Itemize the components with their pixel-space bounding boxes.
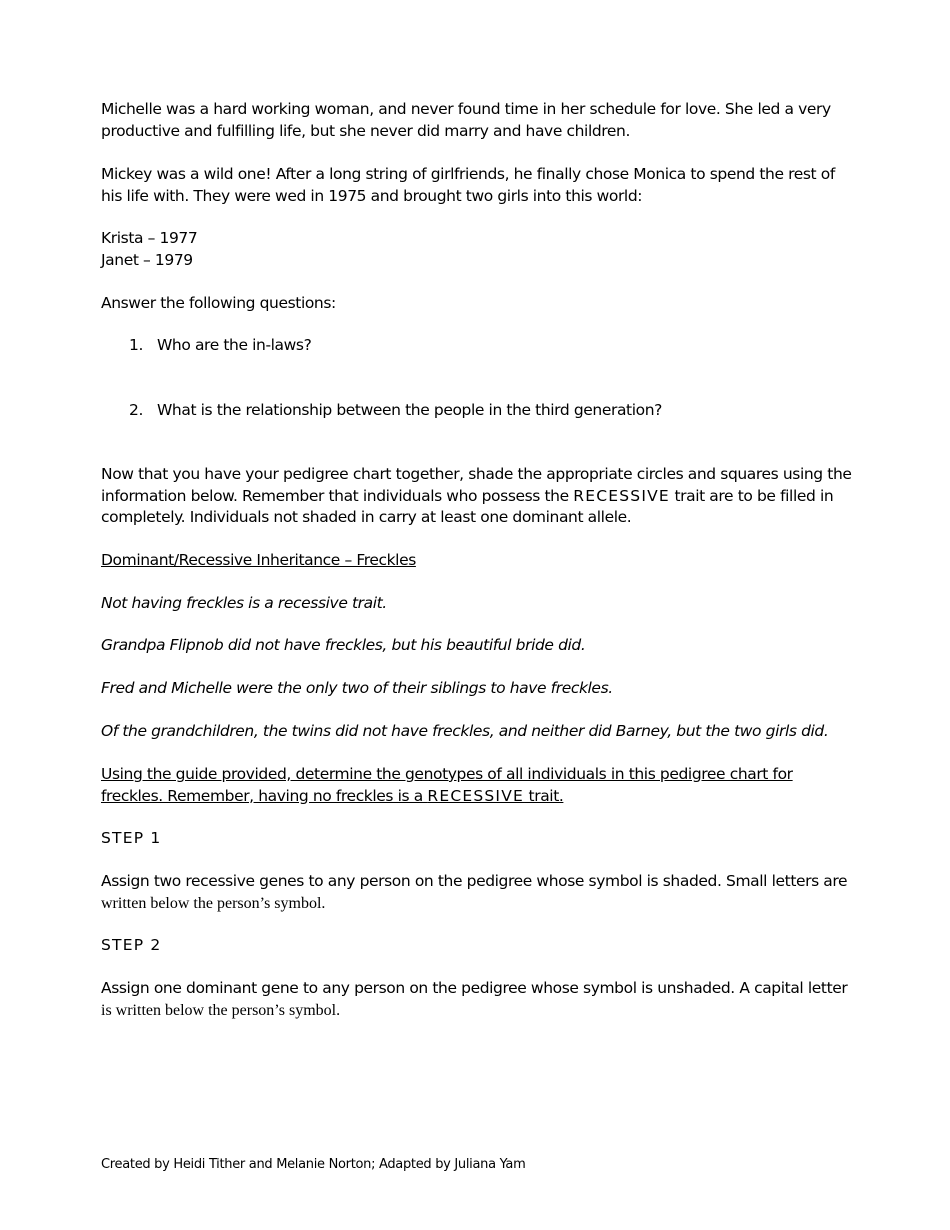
recessive-keyword: RECESSIVE <box>573 486 670 505</box>
step-2-text-continued: is written below the person’s symbol. <box>101 1002 341 1019</box>
child-krista: Krista – 1977 <box>101 229 198 247</box>
step-1-text: Assign two recessive genes to any person on the pedigree whose symbol is shaded. Small letters are <box>101 872 848 890</box>
question-item <box>129 400 662 421</box>
question-text: What is the relationship between the people in the third generation? <box>157 401 662 419</box>
question-text: Who are the in-laws? <box>157 336 312 354</box>
question-number: 1. <box>129 336 143 354</box>
step-2-text: Assign one dominant gene to any person on the pedigree whose symbol is unshaded. A capital letter <box>101 979 848 997</box>
questions-heading: Answer the following questions: <box>101 294 336 312</box>
fact-item: Not having freckles is a recessive trait. <box>101 594 387 612</box>
guide-text-end: trait. <box>524 786 564 805</box>
paragraph-mickey: Mickey was a wild one! After a long string of girlfriends, he finally chose Monica to spend the rest of his life with. They were wed in 1975 and brought two girls into this world: <box>101 165 835 205</box>
question-item <box>129 335 311 356</box>
shading-text-start: Now that you have your pedigree chart together, shade the appropriate circles and squares using the information below. Remember that individuals who possess the <box>101 465 852 505</box>
shading-text-end: trait are to be filled in completely. Individuals not shaded in carry at least one dominant allele. <box>101 486 834 526</box>
child-janet: Janet – 1979 <box>101 251 193 269</box>
fact-item: Grandpa Flipnob did not have freckles, but his beautiful bride did. <box>101 636 586 654</box>
step-1-text-continued: written below the person’s symbol. <box>101 895 326 912</box>
shading-instructions <box>101 464 853 529</box>
question-number: 2. <box>129 401 143 419</box>
step-2-label: STEP 2 <box>101 936 162 954</box>
genotype-guide <box>101 764 853 807</box>
fact-item: Of the grandchildren, the twins did not have freckles, and neither did Barney, but the two girls did. <box>101 722 829 740</box>
footer-credits: Created by Heidi Tither and Melanie Norton; Adapted by Juliana Yam <box>101 1157 526 1172</box>
paragraph-michelle: Michelle was a hard working woman, and never found time in her schedule for love. She led a very productive and fulfilling life, but she never did marry and have children. <box>101 100 831 140</box>
fact-item: Fred and Michelle were the only two of their siblings to have freckles. <box>101 679 613 697</box>
recessive-keyword: RECESSIVE <box>427 786 525 805</box>
step-1-label: STEP 1 <box>101 829 162 847</box>
guide-text-start: Using the guide provided, determine the genotypes of all individuals in this pedigree chart for freckles. Remember, having no freckles is a <box>101 765 793 805</box>
section-title: Dominant/Recessive Inheritance – Freckles <box>101 551 416 569</box>
